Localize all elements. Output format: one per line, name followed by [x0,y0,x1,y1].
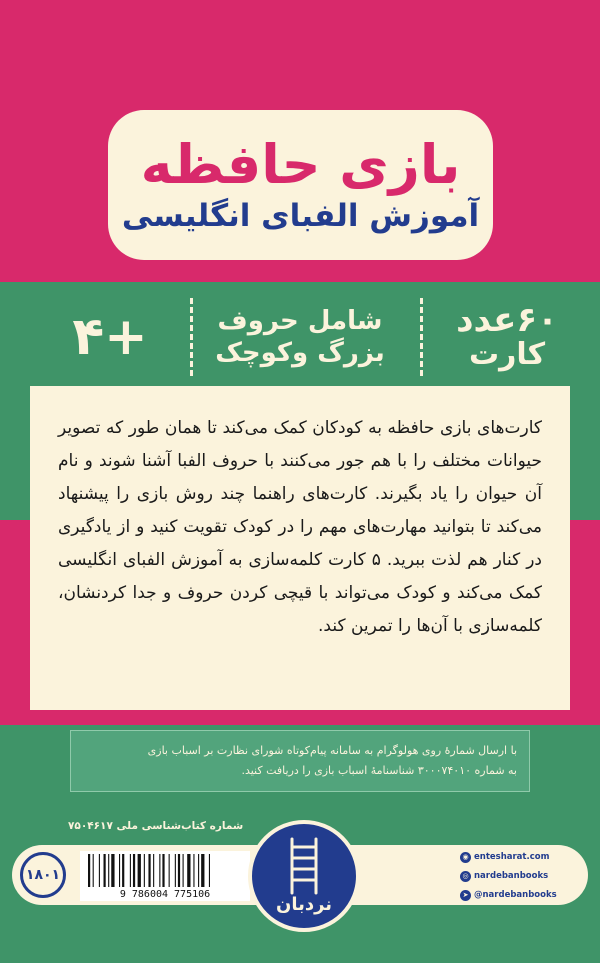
barcode-bar [198,854,199,887]
barcode-bar [148,854,150,887]
description-text: کارت‌های بازی حافظه به کودکان کمک می‌کند تا همان طور که تصویر حیوانات مختلف را با هم جور می‌کنند با حروف الفبا آشنا شوند و نام آن حیوان را یاد بگیرند. کارت‌های راهنما چند روش بازی را پیشنهاد می‌کند تا بتوانید مهارت‌های مهم را در کودک تقویت کنید و از یادگیری در کنار هم لذت ببرید. ۵ کارت کلمه‌سازی به آموزش الفبای انگلیسی کمک می‌کند و کودک می‌تواند با قیچی کردن حروف و جدا کردنشان، کلمه‌سازی با آن‌ها را تمرین کند. [58,418,543,636]
note-line-1: با ارسال شمارهٔ روی هولوگرام به سامانه پیام‌کوتاه شورای نظارت بر اسباب بازی [147,744,517,757]
contact-telegram[interactable] [460,888,584,902]
instagram-icon: ◎ [460,871,471,882]
barcode-bar [133,854,135,887]
hologram-note [70,730,530,792]
letters-line-1: شامل حروف [217,306,383,336]
contact-telegram-text: @nardebanbooks [474,890,557,900]
age-badge: ۴+ [72,307,148,367]
barcode-bar [122,854,124,887]
national-bibliography-number: شماره کتاب‌شناسی ملی ۷۵۰۴۶۱۷ [68,820,244,832]
barcode-bar [130,854,131,887]
ladder-icon [284,837,324,895]
contact-website-text: entesharat.com [474,852,550,862]
contact-instagram-text: nardebanbooks [474,871,549,881]
barcode-bar [99,854,100,887]
barcode-bar [93,854,94,887]
contact-instagram[interactable] [460,869,584,883]
barcode-bar [144,854,145,887]
barcode-bar [183,854,184,887]
publisher-logo-text: نردبان [275,894,333,915]
barcode-bar [175,854,176,887]
barcode-number: 9 786004 775106 [119,889,211,900]
barcode [80,851,250,901]
dashed-divider [420,298,423,376]
barcode-bar [88,854,90,887]
contact-website[interactable] [460,850,584,864]
barcode-bar [104,854,106,887]
barcode-bar [119,854,120,887]
contact-list [460,850,584,902]
game-title: بازی حافظه [140,133,461,196]
barcode-bar [209,854,210,887]
publisher-logo [248,820,360,932]
barcode-bars [80,851,250,889]
note-line-2: به شماره ۳۰۰۰۷۴۰۱۰ شناسنامهٔ اسباب بازی را دریافت کنید. [241,764,517,777]
badge-row [0,282,600,382]
description-card [30,386,570,710]
barcode-bar [178,854,180,887]
card-count: ۶۰عدد [456,300,558,340]
telegram-icon: ➤ [460,890,471,901]
barcode-bar [138,854,141,887]
game-subtitle: آموزش الفبای انگلیسی [121,198,480,234]
card-word: کارت [468,337,546,372]
barcode-bar [162,854,164,887]
barcode-bar [201,854,204,887]
letters-badge [200,292,400,382]
globe-icon: ◉ [460,852,471,863]
barcode-bar [169,854,170,887]
barcode-bar [153,854,154,887]
dashed-divider [190,298,193,376]
barcode-bar [111,854,114,887]
barcode-bar [159,854,160,887]
barcode-bar [187,854,190,887]
barcode-bar [193,854,194,887]
card-count-badge [432,292,582,382]
title-card [108,110,493,260]
product-code-badge: ۱۸۰۱ [20,852,66,898]
barcode-bar [108,854,109,887]
letters-line-2: بزرگ وکوچک [215,338,385,368]
